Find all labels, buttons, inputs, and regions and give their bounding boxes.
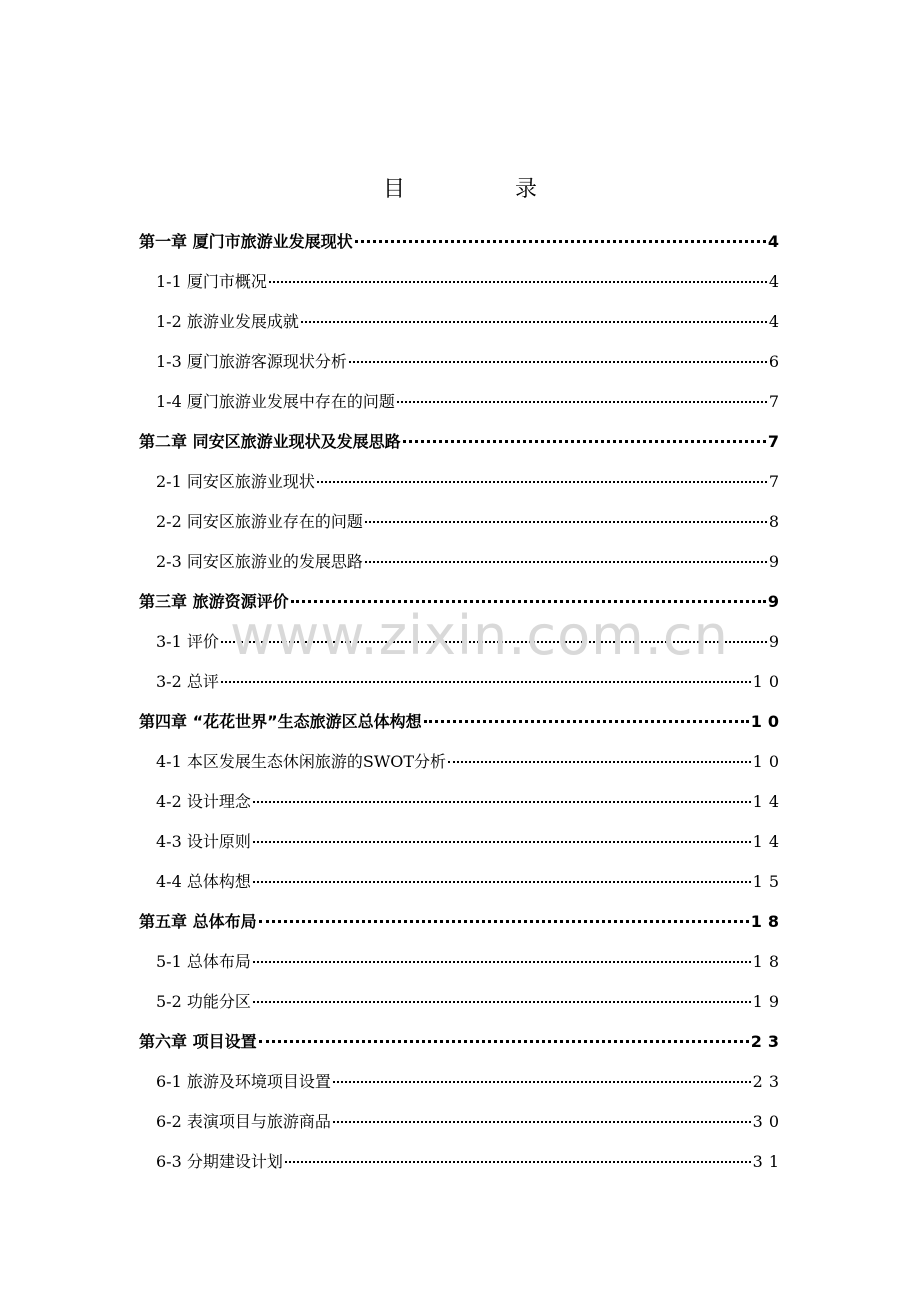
- title-char-1: 目: [382, 177, 405, 202]
- toc-dot-leader: [253, 880, 751, 883]
- toc-entry-label: 1-1 厦门市概况: [156, 272, 267, 291]
- toc-section-entry[interactable]: [139, 742, 785, 782]
- toc-section-entry[interactable]: [139, 1142, 785, 1182]
- toc-section-entry[interactable]: [139, 822, 785, 862]
- toc-entry-page: 18: [752, 952, 785, 971]
- toc-section-entry[interactable]: [139, 302, 785, 342]
- toc-entry-page: 9: [767, 592, 785, 611]
- toc-entry-label: 4-4 总体构想: [156, 872, 251, 891]
- toc-entry-label: 第一章 厦门市旅游业发展现状: [139, 232, 353, 251]
- toc-entry-page: 18: [750, 912, 785, 931]
- toc-entry-page: 30: [752, 1112, 785, 1131]
- toc-entry-label: 3-1 评价: [156, 632, 219, 651]
- table-of-contents: [139, 222, 785, 1182]
- toc-entry-page: 10: [752, 672, 785, 691]
- toc-entry-page: 7: [768, 392, 785, 411]
- toc-dot-leader: [253, 960, 751, 963]
- toc-entry-label: 4-3 设计原则: [156, 832, 251, 851]
- toc-section-entry[interactable]: [139, 982, 785, 1022]
- toc-entry-label: 1-2 旅游业发展成就: [156, 312, 299, 331]
- toc-entry-label: 1-3 厦门旅游客源现状分析: [156, 352, 347, 371]
- toc-dot-leader: [259, 919, 749, 923]
- toc-entry-label: 第五章 总体布局: [139, 912, 257, 931]
- toc-dot-leader: [424, 719, 749, 723]
- toc-chapter-entry[interactable]: [139, 582, 785, 622]
- toc-dot-leader: [259, 1039, 749, 1043]
- toc-entry-label: 1-4 厦门旅游业发展中存在的问题: [156, 392, 395, 411]
- toc-entry-label: 2-3 同安区旅游业的发展思路: [156, 552, 363, 571]
- toc-entry-page: 9: [768, 632, 785, 651]
- toc-dot-leader: [221, 680, 751, 683]
- toc-entry-page: 6: [768, 352, 785, 371]
- toc-entry-label: 第三章 旅游资源评价: [139, 592, 289, 611]
- toc-entry-page: 23: [750, 1032, 785, 1051]
- toc-dot-leader: [333, 1080, 751, 1083]
- toc-entry-page: 14: [752, 832, 785, 851]
- toc-chapter-entry[interactable]: [139, 222, 785, 262]
- toc-entry-page: 10: [752, 752, 785, 771]
- page-title: [0, 172, 920, 203]
- toc-entry-page: 4: [768, 272, 785, 291]
- toc-section-entry[interactable]: [139, 782, 785, 822]
- toc-entry-label: 5-2 功能分区: [156, 992, 251, 1011]
- toc-entry-label: 2-2 同安区旅游业存在的问题: [156, 512, 363, 531]
- toc-dot-leader: [285, 1160, 751, 1163]
- toc-section-entry[interactable]: [139, 1102, 785, 1142]
- toc-section-entry[interactable]: [139, 662, 785, 702]
- toc-entry-label: 第二章 同安区旅游业现状及发展思路: [139, 432, 401, 451]
- toc-section-entry[interactable]: [139, 382, 785, 422]
- toc-entry-label: 3-2 总评: [156, 672, 219, 691]
- toc-chapter-entry[interactable]: [139, 422, 785, 462]
- toc-dot-leader: [365, 560, 767, 563]
- toc-chapter-entry[interactable]: [139, 902, 785, 942]
- toc-chapter-entry[interactable]: [139, 702, 785, 742]
- toc-entry-page: 19: [752, 992, 785, 1011]
- toc-dot-leader: [291, 599, 766, 603]
- toc-entry-page: 10: [750, 712, 785, 731]
- toc-section-entry[interactable]: [139, 942, 785, 982]
- toc-entry-page: 7: [767, 432, 785, 451]
- watermark: www.zixin.com.cn: [230, 604, 729, 667]
- toc-entry-page: 23: [752, 1072, 785, 1091]
- toc-section-entry[interactable]: [139, 342, 785, 382]
- toc-dot-leader: [365, 520, 767, 523]
- toc-entry-label: 第四章 “花花世界”生态旅游区总体构想: [139, 712, 422, 731]
- toc-entry-label: 6-1 旅游及环境项目设置: [156, 1072, 331, 1091]
- toc-section-entry[interactable]: [139, 262, 785, 302]
- toc-entry-label: 2-1 同安区旅游业现状: [156, 472, 315, 491]
- toc-section-entry[interactable]: [139, 542, 785, 582]
- toc-entry-page: 7: [768, 472, 785, 491]
- toc-section-entry[interactable]: [139, 1062, 785, 1102]
- toc-section-entry[interactable]: [139, 462, 785, 502]
- toc-entry-page: 14: [752, 792, 785, 811]
- toc-dot-leader: [253, 840, 751, 843]
- toc-chapter-entry[interactable]: [139, 1022, 785, 1062]
- toc-dot-leader: [253, 1000, 751, 1003]
- toc-dot-leader: [317, 480, 767, 483]
- toc-entry-page: 8: [768, 512, 785, 531]
- toc-section-entry[interactable]: [139, 622, 785, 662]
- toc-entry-label: 5-1 总体布局: [156, 952, 251, 971]
- toc-dot-leader: [221, 640, 767, 643]
- toc-section-entry[interactable]: [139, 862, 785, 902]
- toc-entry-page: 9: [768, 552, 785, 571]
- toc-section-entry[interactable]: [139, 502, 785, 542]
- toc-dot-leader: [448, 760, 751, 763]
- toc-entry-label: 6-2 表演项目与旅游商品: [156, 1112, 331, 1131]
- toc-entry-page: 15: [752, 872, 785, 891]
- toc-dot-leader: [355, 239, 766, 243]
- toc-entry-page: 31: [752, 1152, 785, 1171]
- toc-entry-label: 第六章 项目设置: [139, 1032, 257, 1051]
- toc-dot-leader: [403, 439, 766, 443]
- toc-dot-leader: [253, 800, 751, 803]
- toc-entry-page: 4: [768, 312, 785, 331]
- toc-dot-leader: [333, 1120, 751, 1123]
- toc-entry-label: 4-2 设计理念: [156, 792, 251, 811]
- toc-dot-leader: [269, 280, 767, 283]
- toc-entry-label: 4-1 本区发展生态休闲旅游的SWOT分析: [156, 752, 447, 771]
- title-char-2: 录: [515, 177, 538, 202]
- toc-entry-page: 4: [767, 232, 785, 251]
- toc-entry-label: 6-3 分期建设计划: [156, 1152, 283, 1171]
- toc-dot-leader: [397, 400, 767, 403]
- toc-dot-leader: [349, 360, 767, 363]
- toc-dot-leader: [301, 320, 767, 323]
